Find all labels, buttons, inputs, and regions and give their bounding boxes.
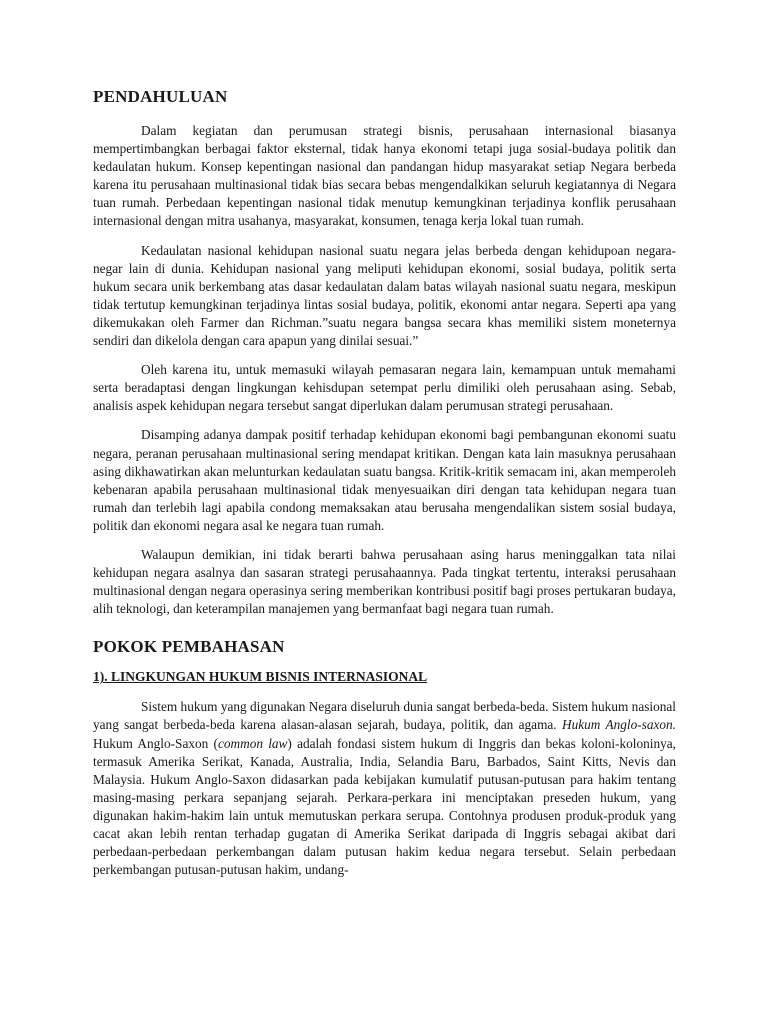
heading-pendahuluan: PENDAHULUAN [93,87,228,106]
paragraph-intro-2: Kedaulatan nasional kehidupan nasional suatu negara jelas berbeda dengan kehidupoan negara-negar lain di dunia. Kehidupan nasional yang meliputi kehidupan ekonomi, sosial budaya, politik serta hukum secara unik berkembang atas dasar kedaulatan dalam batas wilayah nasional suatu negara, meskipun tidak tertutup kemungkinan terjadinya lintas sosial budaya, politik, ekonomi antar negara. Seperti apa yang dikemukakan oleh Farmer dan Richman.”suatu negara bangsa secara khas memiliki sistem moneternya sendiri dan dikelola dengan cara apapun yang dinilai sesuai.” [93,242,676,349]
law-text-1: Sistem hukum yang digunakan Negara diseluruh dunia sangat berbeda-beda. Sistem hukum nasional yang sangat berbeda-beda karena alasan-alasan sejarah, budaya, politik, dan agama. [93,699,676,733]
law-italic-anglo-saxon: Hukum Anglo-saxon. [561,717,676,733]
document-page [93,86,676,890]
paragraph-intro-1: Dalam kegiatan dan perumusan strategi bisnis, perusahaan internasional biasanya mempertimbangkan berbagai faktor eksternal, tidak hanya ekonomi tetapi juga sosial-budaya politik dan kedaulatan hukum. Konsep kepentingan nasional dan pandangan hidup masyarakat setiap Negara berbeda karena itu perusahaan multinasional tidak bias secara bebas mengendalkikan seluruh kegiatannya di Negara tuan rumah. Perbedaan kepentingan nasional tidak menutup kemungkinan terjadinya konflik perusahaan internasional dengan mitra usahanya, masyarakat, konsumen, tenaga kerja lokal tuan rumah. [93,123,676,229]
law-italic-common-law: common law [217,735,288,751]
heading-pokok-pembahasan: POKOK PEMBAHASAN [93,637,285,657]
law-text-3: ) adalah fondasi sistem hukum di Inggris dan bekas koloni-koloninya, termasuk Amerika Serikat, Kanada, Australia, India, Selandia Baru, Barbados, Saint Kitts, Nevis dan Malaysia. Hukum Anglo-Saxon didasarkan pada kebijakan kumulatif putusan-putusan para hakim tentang masing-masing perkara sepanjang sejarah. Perkara-perkara ini menciptakan preseden hukum, yang digunakan hakim-hakim lain untuk memutuskan perkara serupa. Contohnya produsen produk-produk yang cacat akan lebih rentan terhadap gugatan di Amerika Serikat daripada di Inggris sebagai akibat dari perbedaan-perbedaan perkembangan dalam putusan hakim kedua negara tersebut. Selain perbedaan perkembangan putusan-putusan hakim, undang- [93,735,676,878]
subheading-lingkungan-hukum: 1). LINGKUNGAN HUKUM BISNIS INTERNASIONAL [93,669,428,685]
paragraph-intro-5: Walaupun demikian, ini tidak berarti bahwa perusahaan asing harus meninggalkan tata nilai kehidupan negara asalnya dan sasaran strategi perusahaannya. Pada tingkat tertentu, interaksi perusahaan multinasional dengan negara operasinya sering memberikan kontribusi positif bagi proses pertukaran budaya, alih teknologi, dan keterampilan manajemen yang bermanfaat bagi negara tuan rumah. [93,546,676,617]
paragraph-intro-4: Disamping adanya dampak positif terhadap kehidupan ekonomi bagi pembangunan ekonomi suatu negara, peranan perusahaan multinasional sering mendapat kritikan. Dengan kata lain masuknya perusahaan asing dikhawatirkan akan melunturkan kedaulatan suatu bangsa. Kritik-kritik semacam ini, akan memperoleh kebenaran apabila perusahaan multinasional tidak menyesuaikan diri dengan tata kehidupan negara tuan rumah dan terlebih lagi apabila condong memaksakan atau berusaha mengendalikan sistem sosial budaya, politik dan ekonomi negara asal ke negara tuan rumah. [93,427,676,533]
paragraph-law [93,698,676,879]
law-text-2: Hukum Anglo-Saxon ( [93,735,218,751]
paragraph-intro-3: Oleh karena itu, untuk memasuki wilayah pemasaran negara lain, kemampuan untuk memahami serta beradaptasi dengan lingkungan kehisdupan setempat perlu dimiliki oleh perusahaan asing. Sebab, analisis aspek kehidupan negara tersebut sangat diperlukan dalam perumusan strategi perusahaan. [93,362,676,414]
